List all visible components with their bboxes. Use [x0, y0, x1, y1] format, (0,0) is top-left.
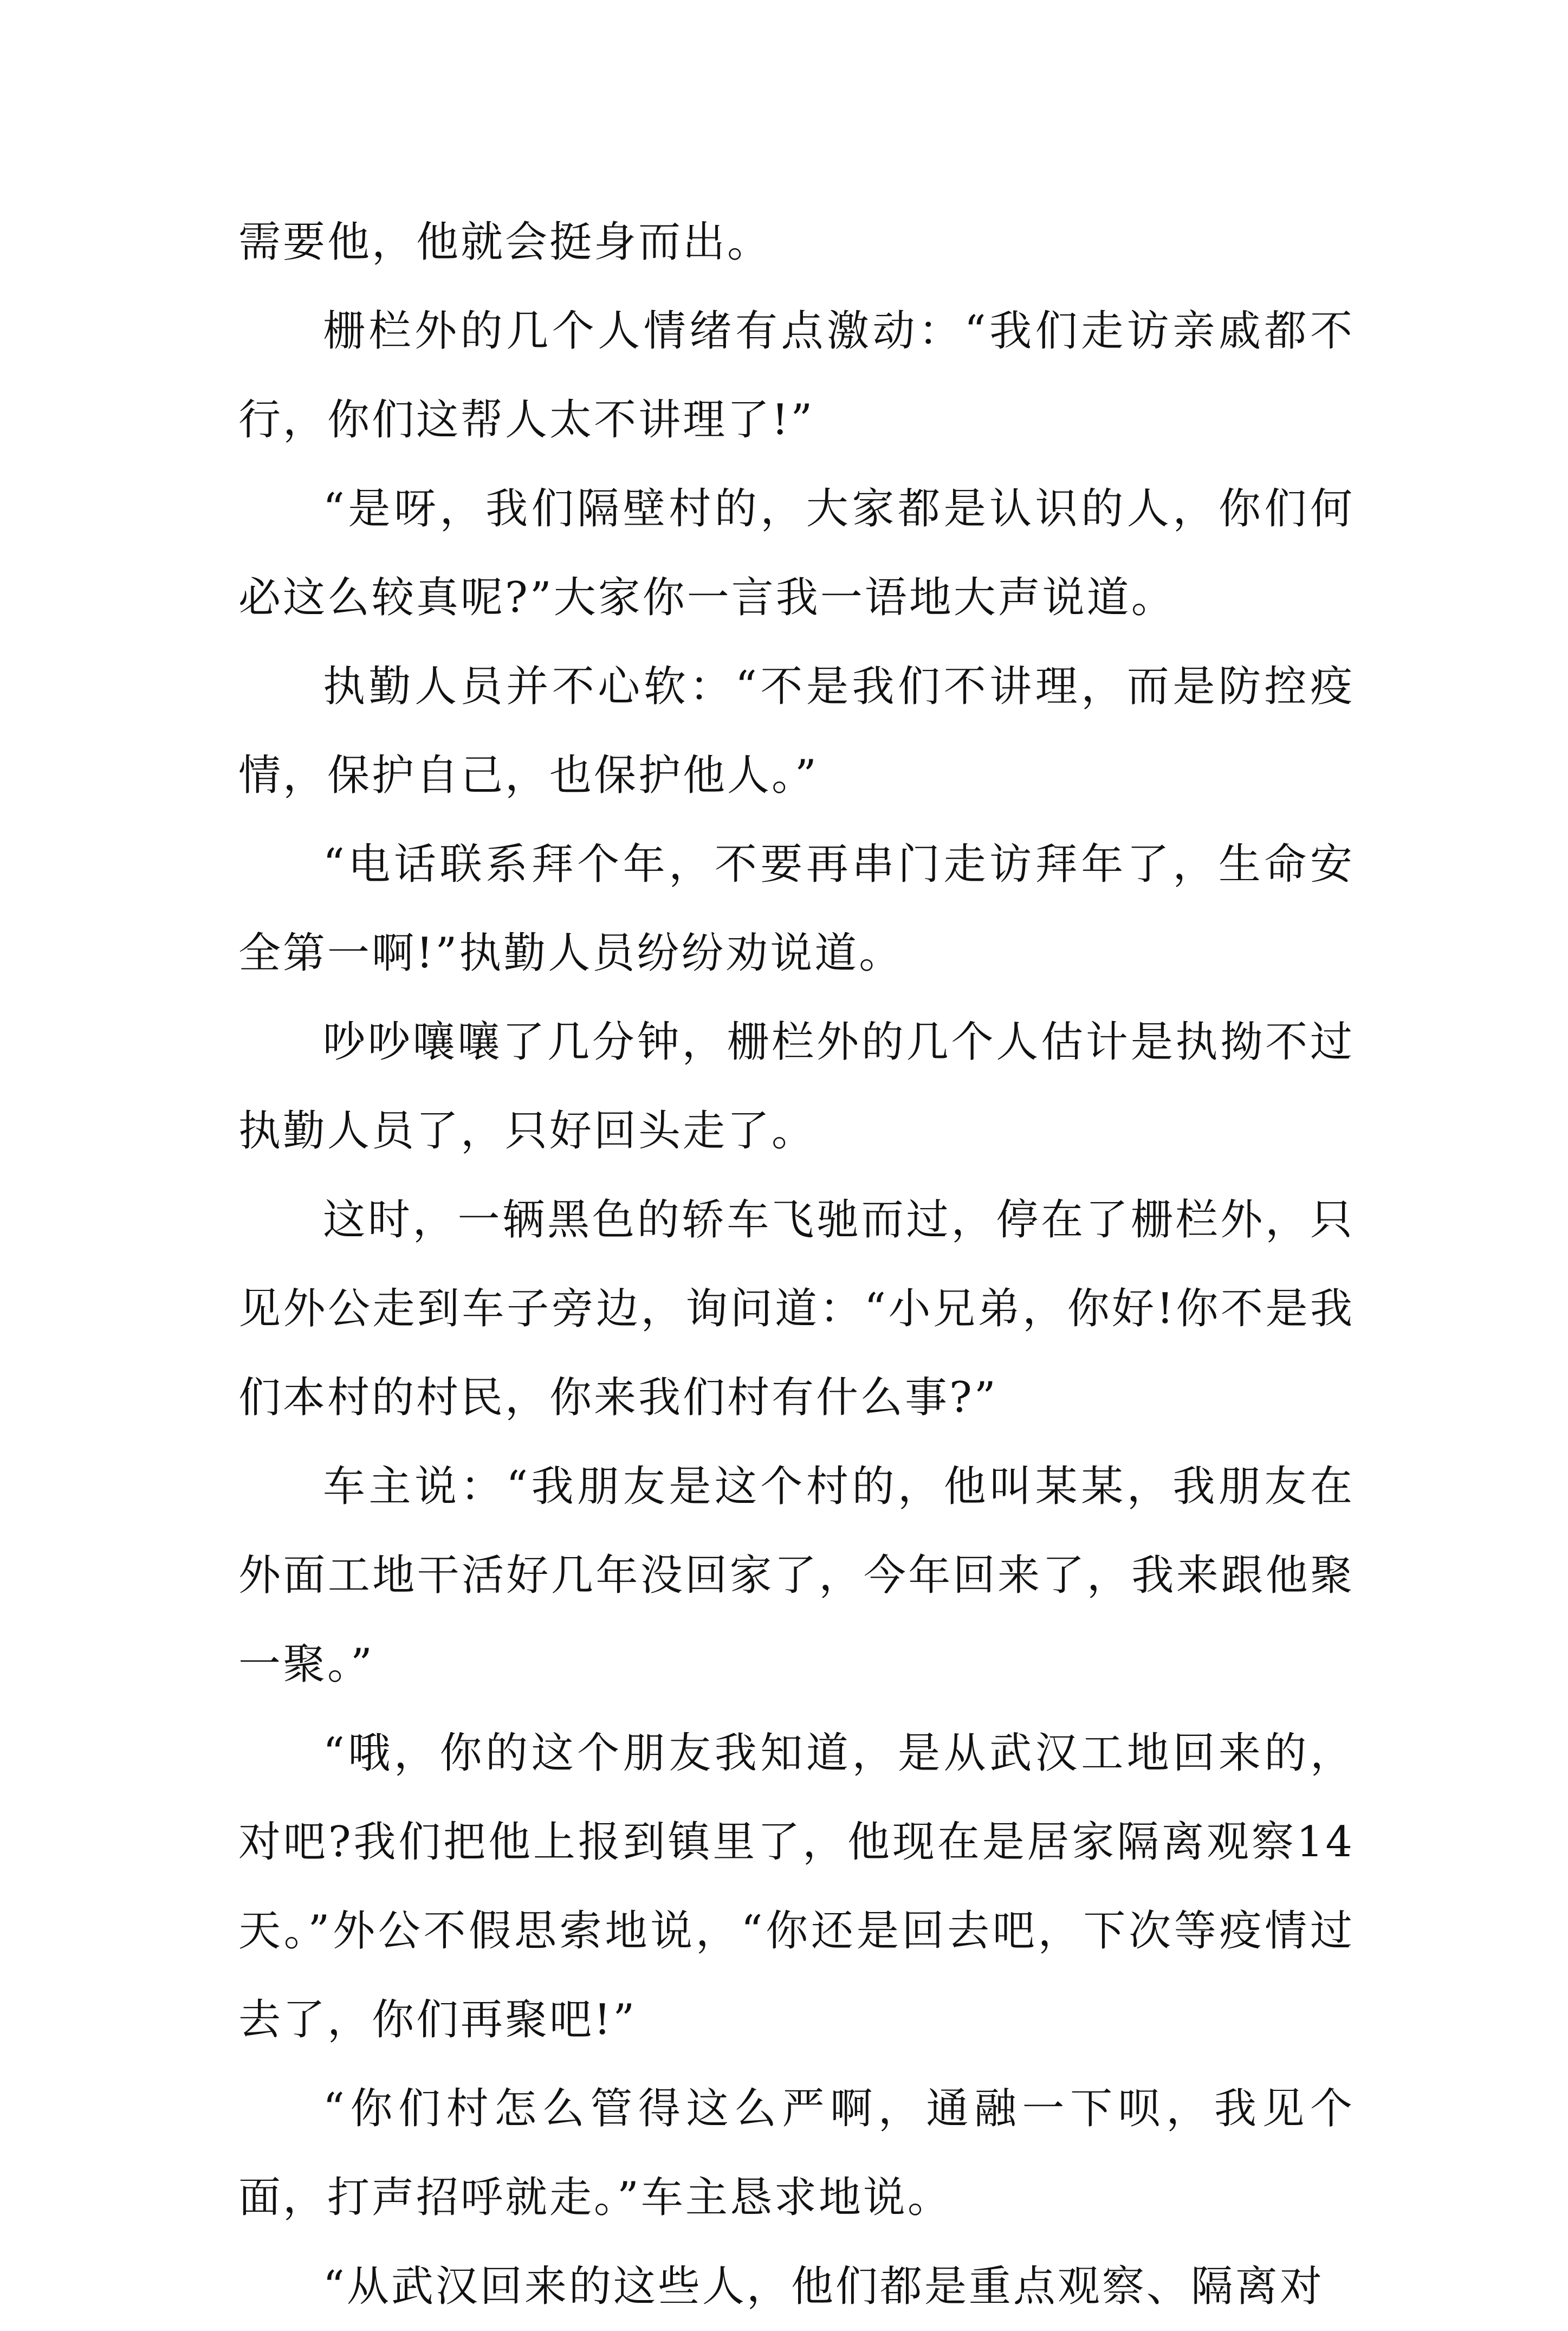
paragraph-4: 执勤人员并不心软：“不是我们不讲理，而是防控疫情，保护自己，也保护他人。”	[238, 662, 1355, 800]
paragraph-1: 需要他，他就会挺身而出。	[238, 218, 772, 267]
body-text	[238, 198, 1355, 2331]
paragraph-8: 车主说：“我朋友是这个村的，他叫某某，我朋友在外面工地干活好几年没回家了，今年回来了，我来跟他聚一聚。”	[238, 1462, 1355, 1689]
paragraph-7: 这时，一辆黑色的轿车飞驰而过，停在了栅栏外，只见外公走到车子旁边，询问道：“小兄弟，你好!你不是我们本村的村民，你来我们村有什么事?”	[238, 1196, 1355, 1422]
paragraph-5: “电话联系拜个年，不要再串门走访拜年了，生命安全第一啊!”执勤人员纷纷劝说道。	[238, 840, 1355, 978]
paragraph-3: “是呀，我们隔壁村的，大家都是认识的人，你们何必这么较真呢?”大家你一言我一语地大声说道。	[238, 485, 1355, 622]
paragraph-9: “哦，你的这个朋友我知道，是从武汉工地回来的，对吧?我们把他上报到镇里了，他现在是居家隔离观察14天。”外公不假思索地说，“你还是回去吧，下次等疫情过去了，你们再聚吧!”	[238, 1729, 1355, 2044]
paragraph-10: “你们村怎么管得这么严啊，通融一下呗，我见个面，打声招呼就走。”车主恳求地说。	[238, 2084, 1355, 2222]
paragraph-6: 吵吵嚷嚷了几分钟，栅栏外的几个人估计是执拗不过执勤人员了，只好回头走了。	[238, 1018, 1355, 1155]
paragraph-11: “从武汉回来的这些人，他们都是重点观察、隔离对	[323, 2262, 1324, 2311]
paragraph-2: 栅栏外的几个人情绪有点激动：“我们走访亲戚都不行，你们这帮人太不讲理了!”	[238, 307, 1355, 444]
